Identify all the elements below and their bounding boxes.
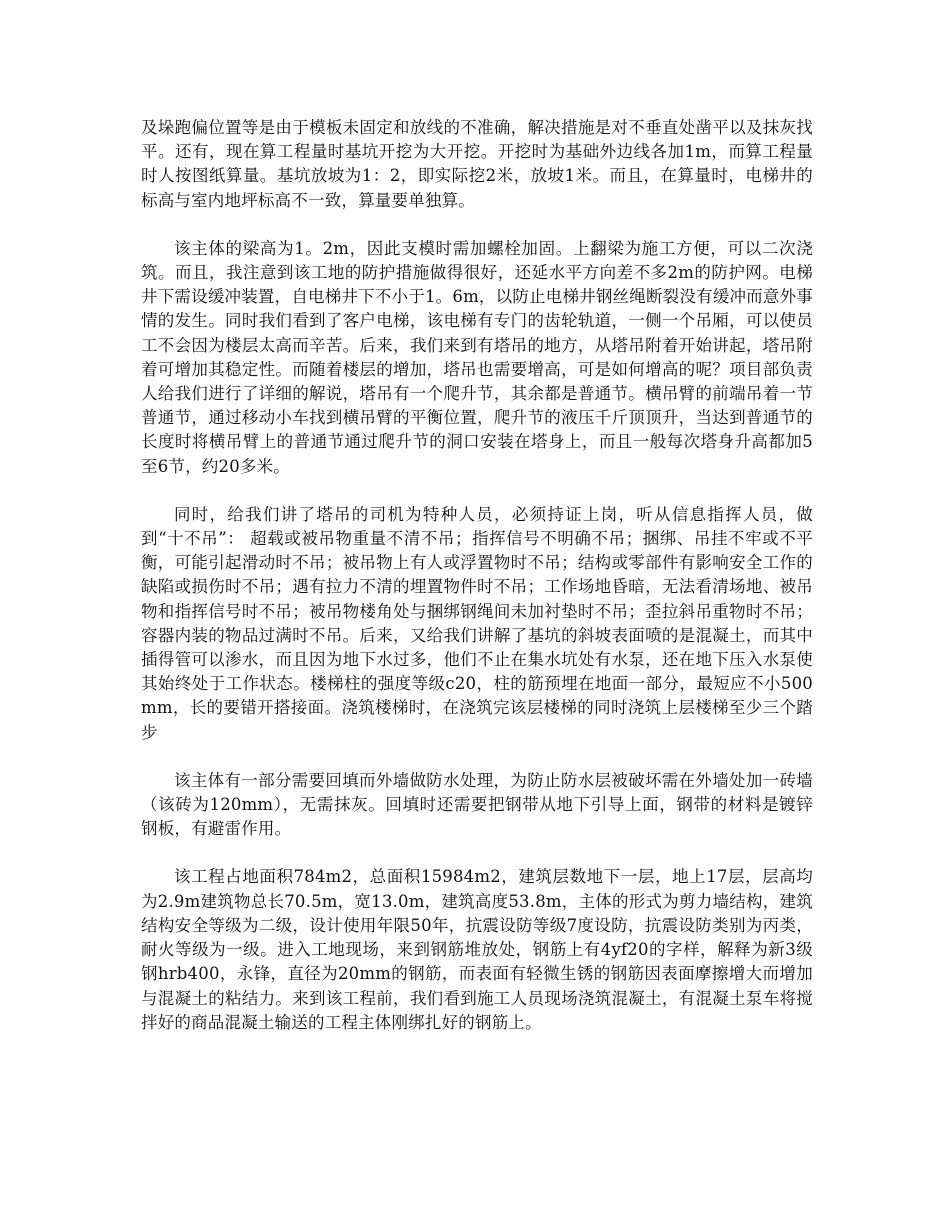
paragraph-continuation: 及垛跑偏位置等是由于模板未固定和放线的不准确，解决措施是对不垂直处凿平以及抹灰找平。还有，现在算工程量时基坑开挖为大开挖。开挖时为基础外边线各加1m，而算工程量时人按图纸算量。基坑放坡为1：2，即实际挖2米，放坡1米。而且，在算量时，电梯井的标高与室内地坪标高不一致，算量要单独算。 bbox=[141, 118, 813, 210]
paragraph-project-overview: 该工程占地面积784m2，总面积15984m2，建筑层数地下一层，地上17层，层高均为2.9m建筑物总长70.5m，宽13.0m，建筑高度53.8m，主体的形式为剪力墙结构，建筑结构安全等级为二级，设计使用年限50年，抗震设防等级7度设防，抗震设防类别为丙类，耐火等级为一级。进入工地现场，来到钢筋堆放处，钢筋上有4yf20的字样，解释为新3级钢hrb400，永锋，直径为20mm的钢筋，而表面有轻微生锈的钢筋因表面摩擦增大而增加与混凝土的粘结力。来到该工程前，我们看到施工人员现场浇筑混凝土，有混凝土泵车将搅拌好的商品混凝土输送的工程主体刚绑扎好的钢筋上。 bbox=[141, 867, 813, 1032]
paragraph-ten-no-lift-rules: 同时，给我们讲了塔吊的司机为特种人员，必须持证上岗，听从信息指挥人员，做到“十不吊”： 超载或被吊物重量不清不吊；指挥信号不明确不吊；捆绑、吊挂不牢或不平衡，可能引起滑动时不吊；被吊物上有人或浮置物时不吊；结构或零部件有影响安全工作的缺陷或损伤时不吊；遇有拉力不清的埋置物件时不吊；工作场地昏暗，无法看清场地、被吊物和指挥信号时不吊；被吊物楼角处与捆绑钢绳间未加衬垫时不吊；歪拉斜吊重物时不吊；容器内装的物品过满时不吊。后来，又给我们讲解了基坑的斜坡表面喷的是混凝土，而其中插得管可以渗水，而且因为地下水过多，他们不止在集水坑处有水泵，还在地下压入水泵使其始终处于工作状态。楼梯柱的强度等级c20，柱的筋预埋在地面一部分，最短应不小500mm，长的要错开搭接面。浇筑楼梯时，在浇筑完该层楼梯的同时浇筑上层楼梯至少三个踏步 bbox=[141, 504, 813, 742]
paragraph-beam-and-tower-crane: 该主体的梁高为1。2m，因此支模时需加螺栓加固。上翻梁为施工方便，可以二次浇筑。而且，我注意到该工地的防护措施做得很好，还延水平方向差不多2m的防护网。电梯井下需设缓冲装置，自电梯井下不小于1。6m，以防止电梯井钢丝绳断裂没有缓冲而意外事情的发生。同时我们看到了客户电梯，该电梯有专门的齿轮轨道，一侧一个吊厢，可以使员工不会因为楼层太高而辛苦。后来，我们来到有塔吊的地方，从塔吊附着开始讲起，塔吊附着可增加其稳定性。而随着楼层的增加，塔吊也需要增高，可是如何增高的呢？项目部负责人给我们进行了详细的解说，塔吊有一个爬升节，其余都是普通节。横吊臂的前端吊着一节普通节，通过移动小车找到横吊臂的平衡位置，爬升节的液压千斤顶顶升，当达到普通节的长度时将横吊臂上的普通节通过爬升节的洞口安装在塔身上，而且一般每次塔身升高都加5至6节，约20多米。 bbox=[141, 238, 813, 476]
document-body bbox=[141, 116, 813, 1059]
paragraph-waterproofing: 该主体有一部分需要回填而外墙做防水处理，为防止防水层被破坏需在外墙处加一砖墙（该砖为120mm），无需抹灰。回填时还需要把钢带从地下引导上面，钢带的材料是镀锌钢板，有避雷作用。 bbox=[141, 770, 813, 839]
